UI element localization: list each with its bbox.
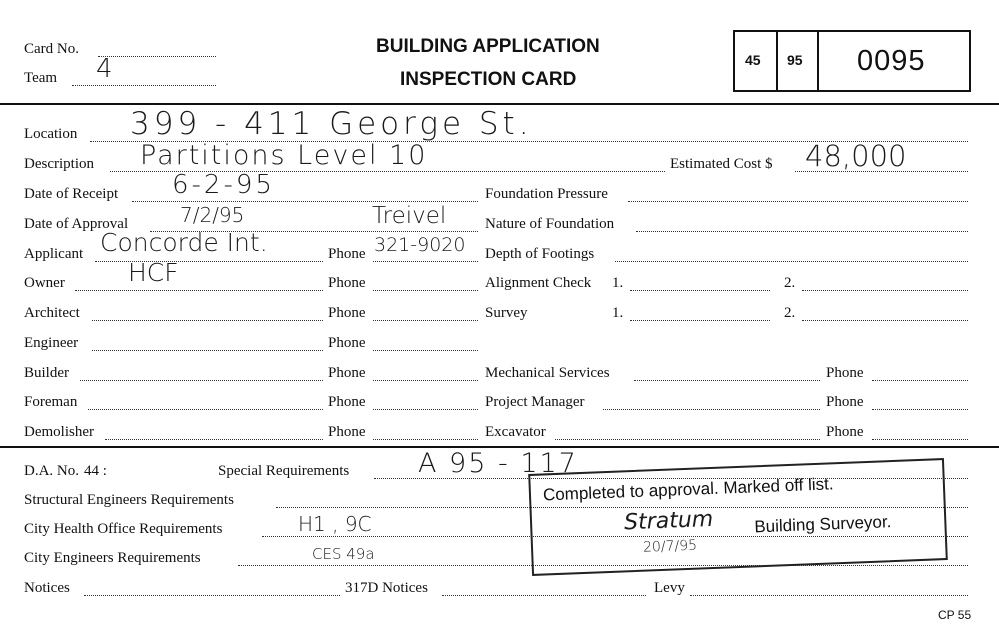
demolisher-phone-label: Phone bbox=[328, 424, 366, 440]
engineer-phone-label: Phone bbox=[328, 335, 366, 351]
box-a-value: 45 bbox=[745, 52, 761, 68]
estimated-cost-label: Estimated Cost $ bbox=[670, 156, 773, 172]
foreman-phone-label: Phone bbox=[328, 394, 366, 410]
applicant-phone-label: Phone bbox=[328, 246, 366, 262]
applicant-value: Concorde Int. bbox=[100, 228, 268, 257]
builder-phone-label: Phone bbox=[328, 365, 366, 381]
structural-requirements-label: Structural Engineers Requirements bbox=[24, 492, 234, 508]
box-number-value: 0095 bbox=[857, 45, 926, 77]
location-label: Location bbox=[24, 126, 78, 142]
builder-label: Builder bbox=[24, 365, 69, 381]
owner-field[interactable] bbox=[75, 290, 323, 291]
box-divider-1 bbox=[776, 32, 778, 90]
architect-phone-field[interactable] bbox=[373, 320, 478, 321]
mechanical-phone-field[interactable] bbox=[872, 380, 968, 381]
mechanical-services-field[interactable] bbox=[634, 380, 820, 381]
stamp-date: 20/7/95 bbox=[642, 537, 698, 556]
da-no-label: D.A. No. bbox=[24, 463, 79, 479]
levy-field[interactable] bbox=[690, 595, 968, 596]
survey-2-label: 2. bbox=[784, 305, 796, 321]
foreman-label: Foreman bbox=[24, 394, 78, 410]
estimated-cost-value: 48,000 bbox=[805, 139, 907, 173]
special-requirements-value: A 95 - 117 bbox=[418, 448, 578, 479]
project-manager-label: Project Manager bbox=[485, 394, 585, 410]
excavator-field[interactable] bbox=[555, 439, 820, 440]
date-of-receipt-label: Date of Receipt bbox=[24, 186, 119, 202]
applicant-phone-field[interactable] bbox=[373, 261, 478, 262]
project-manager-phone-label: Phone bbox=[826, 394, 864, 410]
header-divider bbox=[0, 103, 999, 105]
alignment-check-1-field[interactable] bbox=[630, 290, 770, 291]
builder-field[interactable] bbox=[80, 380, 323, 381]
foreman-phone-field[interactable] bbox=[373, 409, 478, 410]
alignment-check-label: Alignment Check bbox=[485, 275, 592, 291]
special-requirements-label: Special Requirements bbox=[218, 463, 350, 479]
card-no-label: Card No. bbox=[24, 41, 79, 57]
excavator-phone-label: Phone bbox=[826, 424, 864, 440]
survey-label: Survey bbox=[485, 305, 528, 321]
survey-1-label: 1. bbox=[612, 305, 624, 321]
owner-phone-field[interactable] bbox=[373, 290, 478, 291]
owner-value: HCF bbox=[128, 258, 179, 287]
owner-label: Owner bbox=[24, 275, 65, 291]
card-number-box bbox=[733, 30, 971, 92]
architect-field[interactable] bbox=[92, 320, 323, 321]
stamp-signature: Stratum bbox=[623, 506, 714, 536]
title-line-1: BUILDING APPLICATION bbox=[376, 36, 600, 57]
mechanical-services-label: Mechanical Services bbox=[485, 365, 610, 381]
alignment-check-2-field[interactable] bbox=[802, 290, 968, 291]
city-engineers-requirements-value: CES 49a bbox=[312, 545, 375, 563]
approval-stamp bbox=[528, 458, 948, 576]
foundation-pressure-label: Foundation Pressure bbox=[485, 186, 608, 202]
applicant-name: Treivel bbox=[372, 203, 447, 229]
applicant-label: Applicant bbox=[24, 246, 84, 262]
excavator-phone-field[interactable] bbox=[872, 439, 968, 440]
team-label: Team bbox=[24, 70, 58, 86]
foundation-pressure-field[interactable] bbox=[628, 201, 968, 202]
owner-phone-label: Phone bbox=[328, 275, 366, 291]
city-engineers-requirements-label: City Engineers Requirements bbox=[24, 550, 201, 566]
survey-1-field[interactable] bbox=[630, 320, 770, 321]
project-manager-phone-field[interactable] bbox=[872, 409, 968, 410]
da-no-value: 44 : bbox=[84, 463, 107, 479]
notices-label: Notices bbox=[24, 580, 70, 596]
nature-of-foundation-field[interactable] bbox=[636, 231, 968, 232]
date-of-receipt-field[interactable] bbox=[132, 201, 478, 202]
notices-317d-label: 317D Notices bbox=[345, 580, 428, 596]
city-health-requirements-label: City Health Office Requirements bbox=[24, 521, 223, 537]
demolisher-phone-field[interactable] bbox=[373, 439, 478, 440]
engineer-field[interactable] bbox=[92, 350, 323, 351]
alignment-check-2-label: 2. bbox=[784, 275, 796, 291]
stamp-role-text: Building Surveyor. bbox=[754, 512, 892, 537]
location-value: 399 - 411 George St. bbox=[130, 106, 533, 142]
date-of-approval-label: Date of Approval bbox=[24, 216, 129, 232]
city-health-requirements-value: H1 , 9C bbox=[298, 512, 372, 536]
architect-phone-label: Phone bbox=[328, 305, 366, 321]
date-of-approval-value: 7/2/95 bbox=[180, 203, 245, 227]
demolisher-field[interactable] bbox=[105, 439, 323, 440]
alignment-check-1-label: 1. bbox=[612, 275, 624, 291]
box-b-value: 95 bbox=[787, 52, 803, 68]
card-no-field[interactable] bbox=[98, 56, 216, 57]
notices-317d-field[interactable] bbox=[442, 595, 646, 596]
demolisher-label: Demolisher bbox=[24, 424, 94, 440]
engineer-phone-field[interactable] bbox=[373, 350, 478, 351]
team-value: 4 bbox=[96, 54, 113, 84]
survey-2-field[interactable] bbox=[802, 320, 968, 321]
excavator-label: Excavator bbox=[485, 424, 546, 440]
stamp-completed-text: Completed to approval. Marked off list. bbox=[542, 474, 834, 505]
builder-phone-field[interactable] bbox=[373, 380, 478, 381]
form-code: CP 55 bbox=[938, 608, 972, 622]
box-divider-2 bbox=[817, 32, 819, 90]
notices-field[interactable] bbox=[84, 595, 340, 596]
description-value: Partitions Level 10 bbox=[140, 140, 428, 171]
team-field[interactable] bbox=[72, 85, 216, 86]
engineer-label: Engineer bbox=[24, 335, 79, 351]
levy-label: Levy bbox=[654, 580, 685, 596]
depth-of-footings-field[interactable] bbox=[615, 261, 968, 262]
architect-label: Architect bbox=[24, 305, 80, 321]
nature-of-foundation-label: Nature of Foundation bbox=[485, 216, 615, 232]
date-of-receipt-value: 6-2-95 bbox=[172, 170, 275, 200]
foreman-field[interactable] bbox=[88, 409, 323, 410]
description-label: Description bbox=[24, 156, 94, 172]
project-manager-field[interactable] bbox=[603, 409, 820, 410]
applicant-phone-value: 321-9020 bbox=[374, 234, 466, 256]
title-line-2: INSPECTION CARD bbox=[400, 69, 577, 90]
mechanical-phone-label: Phone bbox=[826, 365, 864, 381]
depth-of-footings-label: Depth of Footings bbox=[485, 246, 595, 262]
